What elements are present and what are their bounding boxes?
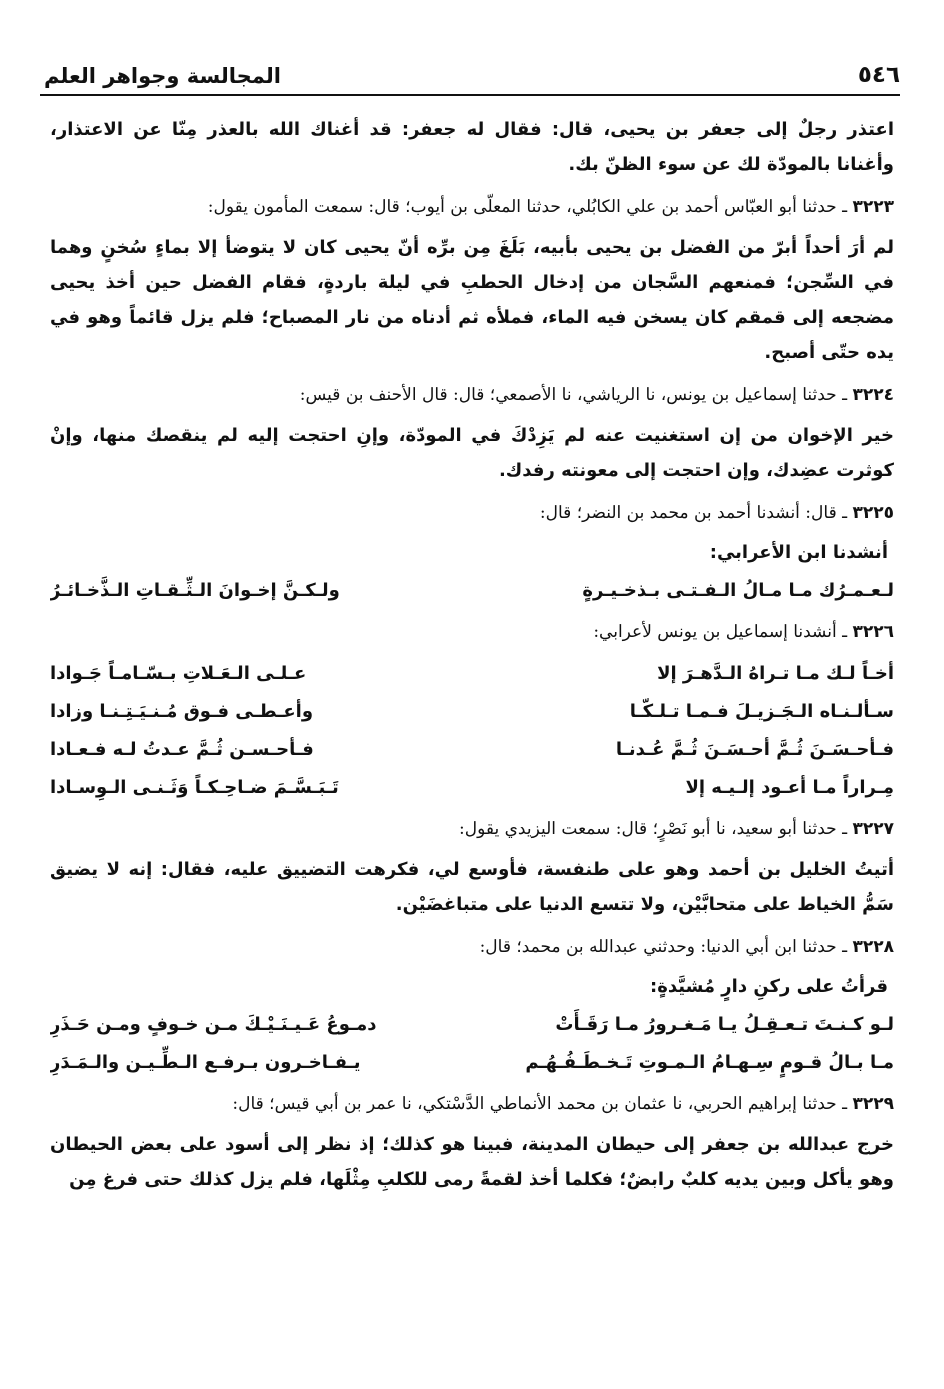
entry-number: ٣٢٢٣ <box>852 197 894 217</box>
verse-line <box>50 693 894 731</box>
isnad-text: ـ حدثنا أبو العبّاس أحمد بن علي الكابُلي، حدثنا المعلّى بن أيوب؛ قال: سمعت المأمون يقول: <box>207 197 853 217</box>
hemistich-first: سـألـنـاه الـجَـزيـلَ فـمـا تـلـكّـا <box>629 701 894 722</box>
running-title: المجالسة وجواهر العلم <box>44 64 281 88</box>
header-rule <box>40 94 900 96</box>
hemistich-second: وأعـطـى فـوق مُـنـيَـتِـنـا وزادا <box>50 701 314 722</box>
isnad-text: ـ قال: أنشدنا أحمد بن محمد بن النضر؛ قال: <box>539 503 853 523</box>
paragraph-4: أتيتُ الخليل بن أحمد وهو على طنفسة، فأوسع لي، فكرهت التضييق عليه، فقال: إنه لا يضيق سَمُّ الخياط على متحابَّيْن، ولا تتسع الدنيا على متباغضَيْن. <box>50 859 894 915</box>
entry-number: ٣٢٢٧ <box>852 819 894 839</box>
isnad-3225 <box>50 497 894 530</box>
isnad-3226 <box>50 616 894 649</box>
entry-number: ٣٢٢٦ <box>852 622 894 642</box>
isnad-3223 <box>50 191 894 224</box>
verse-line <box>50 1006 894 1044</box>
poem-1 <box>50 572 894 610</box>
verse-line <box>50 769 894 807</box>
poem-3 <box>50 1006 894 1082</box>
hemistich-first: لـو كـنـتَ تـعـقِـلُ يـا مَـغـرورُ مـا رَقَـأَتْ <box>555 1014 894 1035</box>
verse-line <box>50 655 894 693</box>
page-number: ٥٤٦ <box>857 62 900 88</box>
hemistich-second: عـلـى الـعَـلاتِ بـسّـامـاً جَـوادا <box>50 663 307 684</box>
paragraph-1: اعتذر رجلٌ إلى جعفر بن يحيى، قال: فقال له جعفر: قد أغناك الله بالعذر مِنّا عن الاعتذار، وأغنانا بالمودّة لك عن سوء الظنّ بك. <box>50 119 894 175</box>
hemistich-first: مـا بـالُ قـومٍ سِـهـامُ الـمـوتِ تَـخـطَـفُـهُـم <box>525 1052 894 1073</box>
verse-intro-2: قرأتُ على ركنِ دارٍ مُشيَّدةٍ: <box>650 976 888 997</box>
hemistich-second: ولـكـنَّ إخـوانَ الـثِّـقـاتِ الـذَّخـائـرُ <box>50 580 340 601</box>
poem-2 <box>50 655 894 807</box>
entry-number: ٣٢٢٤ <box>852 385 894 405</box>
verse-line <box>50 731 894 769</box>
hemistich-first: أخـاً لـك مـا تـراهُ الـدَّهـرَ إلا <box>657 663 894 684</box>
paragraph-3: خير الإخوان من إن استغنيت عنه لم يَزِدْكَ في المودّة، وإنِ احتجت إليه لم ينقصك منها، وإنْ كوثرت عضِدك، وإن احتجت إلى معونته رفدك. <box>50 425 894 481</box>
verse-intro-1: أنشدنا ابن الأعرابي: <box>709 542 888 563</box>
isnad-text: ـ أنشدنا إسماعيل بن يونس لأعرابي: <box>593 622 853 642</box>
page-header <box>44 52 900 88</box>
hemistich-second: فـأحـسـن ثُـمَّ عـدتُ لـه فـعـادا <box>50 739 314 760</box>
hemistich-first: لـعـمـرُك مـا مـالُ الـفـتـى بـذخـيـرةٍ <box>582 580 894 601</box>
isnad-text: ـ حدثنا أبو سعيد، نا أبو نَصْرٍ؛ قال: سمعت اليزيدي يقول: <box>459 819 853 839</box>
isnad-3228 <box>50 931 894 964</box>
isnad-3227 <box>50 813 894 846</box>
isnad-text: ـ حدثنا إبراهيم الحربي، نا عثمان بن محمد الأنماطي الدَّسْتكي، نا عمر بن أبي قيس؛ قال: <box>232 1094 853 1114</box>
entry-number: ٣٢٢٩ <box>852 1094 894 1114</box>
paragraph-2: لم أرَ أحداً أبرّ من الفضل بن يحيى بأبيه، بَلَغَ مِن برِّه أنّ يحيى كان لا يتوضأ إلا بماءٍ سُخنٍ وهما في السِّجن؛ فمنعهم السَّجان من إدخال الحطبِ في ليلة باردةٍ، فقام الفضل حين أخذ يحيى مضجعه إلى قمقم كان يسخن فيه الماء، فملأه ثم أدناه من نار المصباح؛ فلم يزل قائماً وهو في يده حتّى أصبح. <box>50 237 894 363</box>
isnad-text: ـ حدثنا ابن أبي الدنيا: وحدثني عبدالله بن محمد؛ قال: <box>479 937 853 957</box>
verse-line <box>50 572 894 610</box>
entry-number: ٣٢٢٨ <box>852 937 894 957</box>
paragraph-5: خرج عبدالله بن جعفر إلى حيطان المدينة، فبينا هو كذلك؛ إذ نظر إلى أسود على بعض الحيطان وهو يأكل وبين يديه كلبٌ رابضٌ؛ فكلما أخذ لقمةً رمى للكلبِ مِثْلَها، فلم يزل كذلك حتى فرغ مِن <box>50 1134 894 1190</box>
hemistich-second: تَـبَـسَّـمَ ضـاحِـكـاً وَثَـنـى الـوِسـادا <box>50 777 339 798</box>
hemistich-first: مِـراراً مـا أعـود إلـيـه إلا <box>685 777 894 798</box>
isnad-3229 <box>50 1088 894 1121</box>
verse-line <box>50 1044 894 1082</box>
isnad-text: ـ حدثنا إسماعيل بن يونس، نا الرياشي، نا الأصمعي؛ قال: قال الأحنف بن قيس: <box>299 385 853 405</box>
hemistich-first: فـأحـسَـنَ ثُـمَّ أحـسَـنَ ثُـمَّ عُـدنـا <box>615 739 894 760</box>
hemistich-second: يـفـاخـرون بـرفـع الـطِّـيـن والـمَـدَرِ <box>50 1052 361 1073</box>
hemistich-second: دمـوعُ عَـيـنَـيْـكَ مـن خـوفٍ ومـن حَـذَرِ <box>50 1014 377 1035</box>
entry-number: ٣٢٢٥ <box>852 503 894 523</box>
isnad-3224 <box>50 379 894 412</box>
page-body <box>50 112 894 1206</box>
